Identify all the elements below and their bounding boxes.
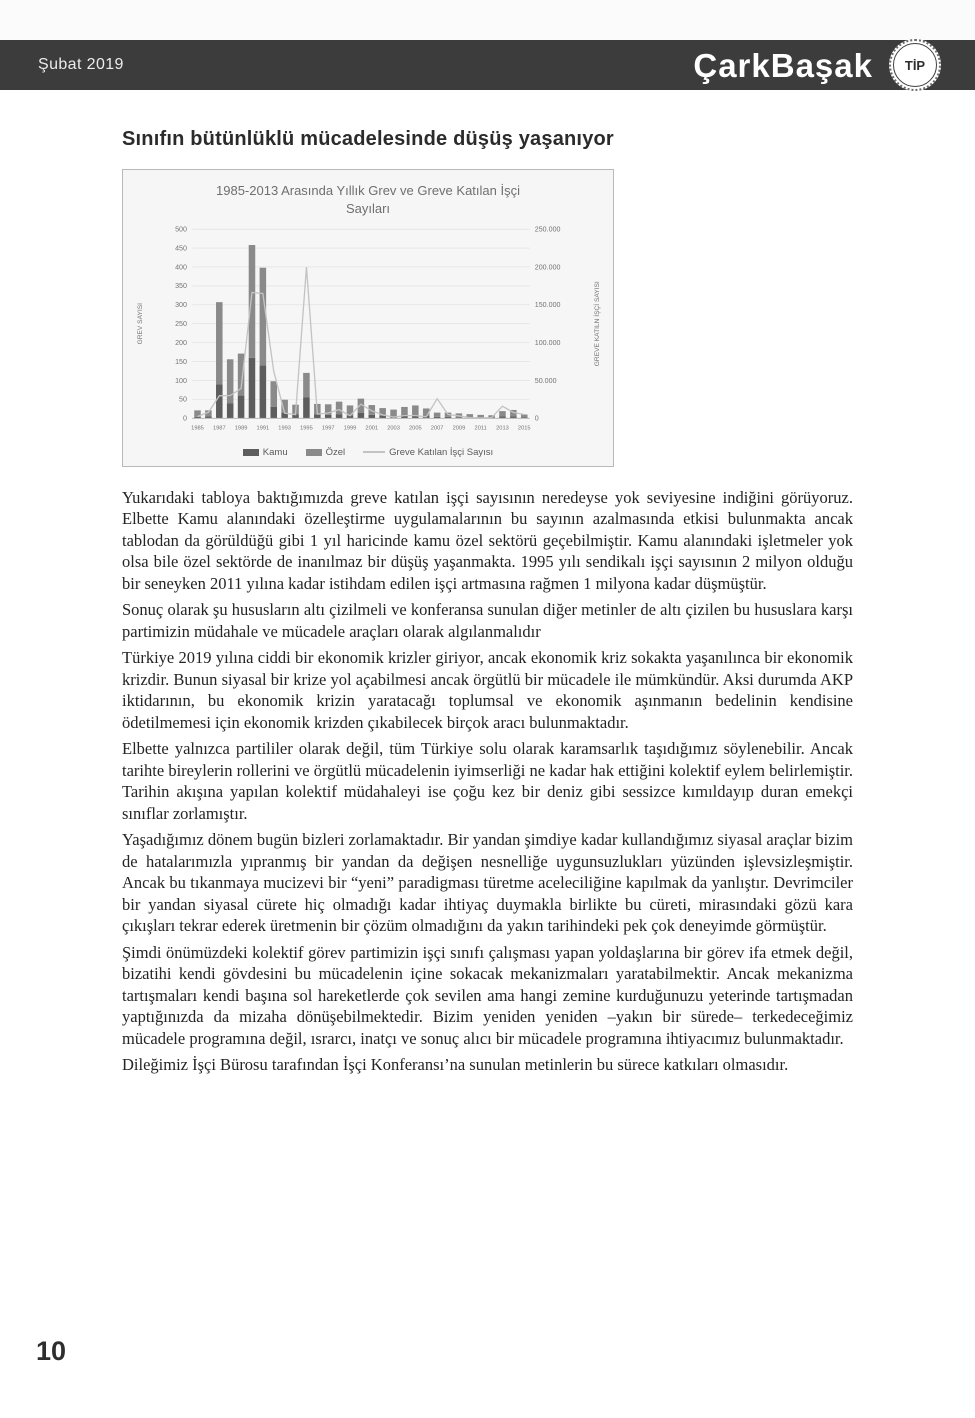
bar-ozel <box>390 410 397 417</box>
bar-ozel <box>303 373 310 398</box>
x-axis-tick: 2011 <box>474 425 487 432</box>
x-axis-tick: 1987 <box>212 425 226 432</box>
x-axis-tick: 1991 <box>256 425 270 432</box>
legend-item-2 <box>306 447 346 458</box>
bar-ozel <box>521 415 528 418</box>
bar-kamu <box>314 415 321 419</box>
masthead-bar <box>0 40 975 90</box>
bar-kamu <box>303 398 310 419</box>
bar-kamu <box>227 403 234 418</box>
brand <box>693 39 941 91</box>
x-axis-tick: 1997 <box>321 425 335 432</box>
article-title: Sınıfın bütünlüklü mücadelesinde düşüş yaşanıyor <box>122 128 614 150</box>
bar-kamu <box>358 413 365 418</box>
article-body <box>122 487 853 1076</box>
chart-legend <box>129 447 607 460</box>
body-paragraph-1: Yukarıdaki tabloya baktığımızda greve katılan işçi sayısının neredeyse yok seviyesine indiğini görüyoruz. Elbette Kamu alanındaki özelleştirme uygulamalarının bu sayının azalmasında etkisi bulunmakta ancak tablodan da görüldüğü gibi 1 yıl haricinde kamu özel sektörü geçebilmiştir. Kamu alanındaki işletmeler yok olsa bile özel sektörde de inanılmaz bir düşüş yaşanmakta. 1995 yılı sendikalı işçi sayısının 2 milyon olduğu bir seneyken 2011 yılına kadar istihdam edilen işçi artmasına rağmen 1 milyona kadar düşmüştür. <box>122 487 853 593</box>
right-axis-tick: 250.000 <box>534 225 561 234</box>
body-paragraph-3: Türkiye 2019 yılına ciddi bir ekonomik krizler giriyor, ancak ekonomik kriz sokakta yaşanılınca bir ekonomik krizdir. Bunun siyasal bir krize yol açabilmesi ancak örgütlü bir mücadele ile mümkündür. Aksi durumda AKP iktidarının, bu ekonomik krizin yaratacağı toplumsal ve ekonomik aşınmanın bedelinin kendisine ödetilmemesi için ekonomik krizden çıkabilecek birçok aracı bulunmaktadır. <box>122 648 853 732</box>
left-axis-tick: 150 <box>175 357 187 366</box>
x-axis-tick: 2009 <box>452 425 466 432</box>
magazine-title-part1: Çark <box>693 46 771 84</box>
y-axis-label-right: GREVE KATILN İŞÇİ SAYISI <box>593 281 601 367</box>
legend-bar-swatch <box>243 449 259 456</box>
x-axis-tick: 1995 <box>300 425 313 432</box>
bar-ozel <box>270 381 277 407</box>
tip-logo-text: TİP <box>904 57 926 73</box>
bar-ozel <box>412 406 419 416</box>
bar-kamu <box>260 365 267 418</box>
body-paragraph-5: Yaşadığımız dönem bugün bizleri zorlamaktadır. Bir yandan şimdiye kadar kullandığımız siyasal araçlar bizim de hatalarımızla yıpranmış bir yandan da değişen nesnelliğe uygunsuzlukları yüzünden işlevsizleşmiştir. Ancak bu tıkanmaya mucizevi bir “yeni” paradigması türetme aceleciliğine kapılmak da yanlıştır. Devrimciler bir yandan siyasal cürete hiç olmadığı kadar ihtiyaç duymakla birlikte bu cüreti, mirasındaki gözü kara çıkışları tekrar ederek üretmenin bir çözüm olmadığını da yakın tarihindeki pek çok deneyimde görmüştür. <box>122 830 854 936</box>
legend-label: Özel <box>325 446 346 458</box>
y-axis-label-left: GREV SAYISI <box>137 303 145 345</box>
body-paragraph-7: Dileğimiz İşçi Bürosu tarafından İşçi Konferansı’na sunulan metinlerin bu sürece katkıları olmasıdır. <box>122 1055 789 1075</box>
right-axis-tick: 200.000 <box>534 263 561 272</box>
bar-kamu <box>336 415 343 419</box>
legend-line-swatch <box>363 451 385 453</box>
left-axis-tick: 250 <box>175 320 187 329</box>
magazine-title <box>693 46 873 84</box>
page-content <box>0 90 975 1076</box>
bar-ozel <box>434 413 441 417</box>
body-paragraph-4: Elbette yalnızca partililer olarak değil, tüm Türkiye solu olarak karamsarlık taşıdığımız söylenebilir. Ancak tarihte bireylerin rollerini ve örgütlü mücadelenin iyimserliği ne kadar hak ettiğini kolektif eylem belirlemiştir. Tarihin akışına yapılan kolektif müdahaleyi ise çoğu kez bir deniz gibi sessizce kımıldayıp duran emekçi sınıflar zorlamıştır. <box>122 739 853 823</box>
bar-ozel <box>216 302 223 384</box>
x-axis-tick: 2015 <box>517 425 531 432</box>
page-number: 10 <box>36 1336 67 1366</box>
x-axis-tick: 1985 <box>191 425 204 432</box>
legend-bar-swatch <box>306 449 322 456</box>
right-axis-tick: 0 <box>534 414 539 423</box>
left-axis-tick: 450 <box>175 244 187 253</box>
x-axis-tick: 1989 <box>234 425 248 432</box>
bar-ozel <box>227 359 234 403</box>
x-axis-tick: 2003 <box>387 425 400 432</box>
right-axis-tick: 150.000 <box>534 301 561 310</box>
bar-ozel <box>336 402 343 415</box>
x-axis-tick: 2007 <box>430 425 444 432</box>
left-axis-tick: 100 <box>175 376 187 385</box>
left-axis-tick: 200 <box>175 339 187 348</box>
bar-kamu <box>325 415 332 418</box>
x-axis-tick: 2013 <box>496 425 509 432</box>
bar-ozel <box>477 415 484 418</box>
bar-ozel <box>249 245 256 358</box>
chart-title: 1985-2013 Arasında Yıllık Grev ve Greve Katılan İşçi Sayıları <box>216 183 520 216</box>
x-axis-tick: 1993 <box>278 425 291 432</box>
x-axis-tick: 2005 <box>409 425 422 432</box>
left-axis-tick: 350 <box>175 282 187 291</box>
bar-kamu <box>238 396 245 419</box>
left-axis-tick: 50 <box>179 395 187 404</box>
bar-kamu <box>216 384 223 418</box>
legend-item-3 <box>363 447 493 458</box>
bar-kamu <box>270 407 277 418</box>
x-axis-tick: 2001 <box>365 425 379 432</box>
issue-date: Şubat 2019 <box>38 56 124 73</box>
left-axis-tick: 500 <box>175 225 187 234</box>
body-paragraph-2: Sonuç olarak şu hususların altı çizilmeli ve konferansa sunulan diğer metinler de altı çizilen bu hususlara karşı partimizin müdahale ve mücadele araçları olarak algılanmalıdır <box>122 600 853 641</box>
bar-ozel <box>499 411 506 416</box>
legend-label: Greve Katılan İşçi Sayısı <box>389 446 494 458</box>
right-axis-tick: 50.000 <box>534 376 557 385</box>
left-axis-tick: 300 <box>175 301 187 310</box>
chart-plot-area <box>129 221 607 445</box>
x-axis-tick: 1999 <box>343 425 357 432</box>
bar-ozel <box>260 268 267 366</box>
bar-ozel <box>401 407 408 416</box>
strike-chart <box>122 169 614 467</box>
body-paragraph-6: Şimdi önümüzdeki kolektif görev partimizin işçi sınıfı çalışması yapan yoldaşlarına bir görev ifa etmek değil, bizatihi kendi gövdesini bu mücadelenin içine sokacak mekanizmaları yaratabilmektir. Ancak mekanizma tartışmaları kendi başına sol hareketlerde çok sevilen ama hangi zemine kurduğunuzu yeterinde tartışmadan yaptığınızda da mizaha dönüşebilmektedir. Bizim yeniden yeniden –yakın bir sürede– terkedeceğimiz mücadele programına değil, ısrarcı, inatçı ve sonuç alıcı bir mücadele programına ihtiyacımız bulunmaktadır. <box>122 942 853 1048</box>
right-axis-tick: 100.000 <box>534 339 561 348</box>
left-axis-tick: 0 <box>183 414 187 423</box>
tip-party-logo <box>889 39 941 91</box>
bar-kamu <box>249 358 256 419</box>
legend-item-1 <box>243 447 288 458</box>
legend-label: Kamu <box>262 446 288 458</box>
left-axis-tick: 400 <box>175 263 187 272</box>
bar-kamu <box>369 415 376 418</box>
magazine-title-part2: Başak <box>770 46 873 84</box>
top-margin-strip <box>0 0 975 40</box>
